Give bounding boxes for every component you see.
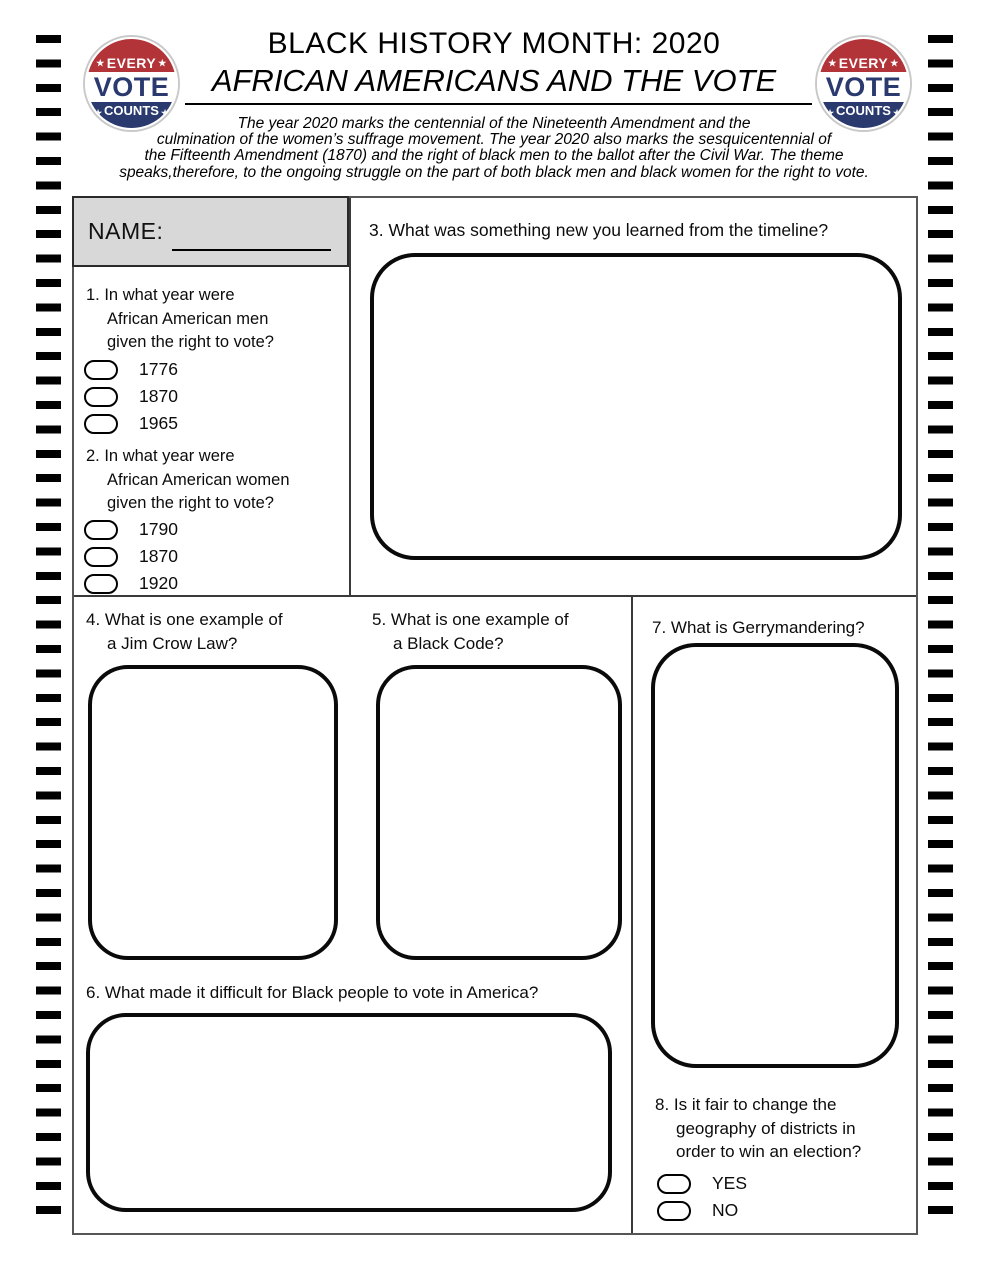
- answer-bubble[interactable]: [84, 574, 118, 594]
- intro-line: culmination of the women’s suffrage movement. The year 2020 also marks the sesquicentennial of: [156, 131, 832, 149]
- question-line: African American women: [107, 470, 290, 489]
- option-row: [84, 516, 178, 543]
- intro-text: [58, 116, 930, 181]
- question-4-answer-box[interactable]: [88, 665, 338, 960]
- question-8-text: [655, 1093, 905, 1164]
- answer-bubble[interactable]: [84, 387, 118, 407]
- star-icon: ★: [825, 108, 835, 119]
- option-label: 1920: [139, 573, 178, 593]
- question-5-answer-box[interactable]: [376, 665, 622, 960]
- question-2-options: [84, 516, 178, 597]
- badge-top-band: [87, 39, 176, 72]
- question-8-options: [657, 1170, 747, 1224]
- star-icon: ★: [890, 57, 899, 68]
- question-line: 8. Is it fair to change the: [655, 1095, 837, 1114]
- option-row: [657, 1197, 747, 1224]
- question-7-text: 7. What is Gerrymandering?: [652, 618, 865, 637]
- answer-bubble[interactable]: [84, 414, 118, 434]
- answer-bubble[interactable]: [84, 547, 118, 567]
- grid-divider-vertical-1: [349, 198, 351, 597]
- badge-top-label: EVERY: [106, 54, 157, 71]
- star-icon: ★: [160, 108, 170, 119]
- question-2-text: [86, 445, 344, 516]
- option-label: 1870: [139, 386, 178, 406]
- badge-middle-band: [819, 72, 908, 102]
- question-6-answer-box[interactable]: [86, 1013, 612, 1212]
- question-line: given the right to vote?: [107, 333, 274, 351]
- intro-line: the Fifteenth Amendment (1870) and the right of black men to the ballot after the Civil War. The theme: [144, 147, 844, 165]
- option-row: [657, 1170, 747, 1197]
- question-line: 4. What is one example of: [86, 610, 283, 629]
- question-line: a Black Code?: [393, 633, 504, 653]
- star-icon: ★: [93, 108, 103, 119]
- header-rule: [185, 103, 812, 105]
- question-7-answer-box[interactable]: [651, 643, 899, 1068]
- badge-middle-band: [87, 72, 176, 102]
- answer-bubble[interactable]: [657, 1174, 691, 1194]
- question-line: given the right to vote?: [107, 494, 274, 512]
- ballot-marks-left: [36, 35, 61, 1215]
- option-label: 1965: [139, 413, 178, 433]
- star-icon: ★: [892, 108, 902, 119]
- intro-line: speaks,therefore, to the ongoing struggle on the part of both black men and black women for the right to vote.: [119, 163, 869, 181]
- grid-divider-vertical-2: [631, 595, 633, 1233]
- question-1-text: [86, 284, 344, 355]
- worksheet-grid: [72, 196, 918, 1235]
- badge-bottom-label: COUNTS: [104, 103, 159, 119]
- name-input-line[interactable]: [172, 212, 331, 251]
- option-label: 1870: [139, 546, 178, 566]
- question-line: 5. What is one example of: [372, 610, 569, 629]
- question-5-text: [372, 608, 622, 655]
- answer-bubble[interactable]: [84, 520, 118, 540]
- grid-divider-horizontal: [74, 595, 916, 597]
- question-1-options: [84, 356, 178, 437]
- page-title: BLACK HISTORY MONTH: 2020: [267, 27, 721, 60]
- question-3-answer-box[interactable]: [370, 253, 902, 560]
- answer-bubble[interactable]: [657, 1201, 691, 1221]
- question-line: a Jim Crow Law?: [107, 633, 238, 653]
- question-3-text: 3. What was something new you learned from the timeline?: [369, 220, 829, 240]
- option-label: 1790: [139, 519, 178, 539]
- page-subtitle: AFRICAN AMERICANS AND THE VOTE: [211, 63, 777, 98]
- badge-vote-label: VOTE: [825, 71, 902, 102]
- option-label: NO: [712, 1200, 739, 1220]
- badge-top-band: [819, 39, 908, 72]
- badge-vote-label: VOTE: [93, 71, 170, 102]
- option-label: 1776: [139, 359, 178, 379]
- option-row: [84, 356, 178, 383]
- name-panel: [72, 196, 349, 267]
- question-line: 1. In what year were: [86, 286, 235, 304]
- option-row: [84, 543, 178, 570]
- option-label: YES: [712, 1173, 748, 1193]
- question-line: 2. In what year were: [86, 447, 235, 465]
- question-6-text: 6. What made it difficult for Black people to vote in America?: [86, 983, 539, 1002]
- star-icon: ★: [96, 57, 105, 68]
- question-line: geography of districts in: [676, 1118, 856, 1138]
- question-line: African American men: [107, 309, 269, 328]
- ballot-marks-right: [928, 35, 953, 1215]
- badge-top-label: EVERY: [838, 54, 889, 71]
- question-4-text: [86, 608, 356, 655]
- question-line: order to win an election?: [676, 1142, 862, 1161]
- option-row: [84, 410, 178, 437]
- answer-bubble[interactable]: [84, 360, 118, 380]
- name-label: NAME:: [88, 218, 164, 244]
- intro-line: The year 2020 marks the centennial of the Nineteenth Amendment and the: [237, 115, 751, 132]
- star-icon: ★: [828, 57, 837, 68]
- star-icon: ★: [158, 57, 167, 68]
- badge-bottom-label: COUNTS: [836, 103, 891, 119]
- option-row: [84, 383, 178, 410]
- option-row: [84, 570, 178, 597]
